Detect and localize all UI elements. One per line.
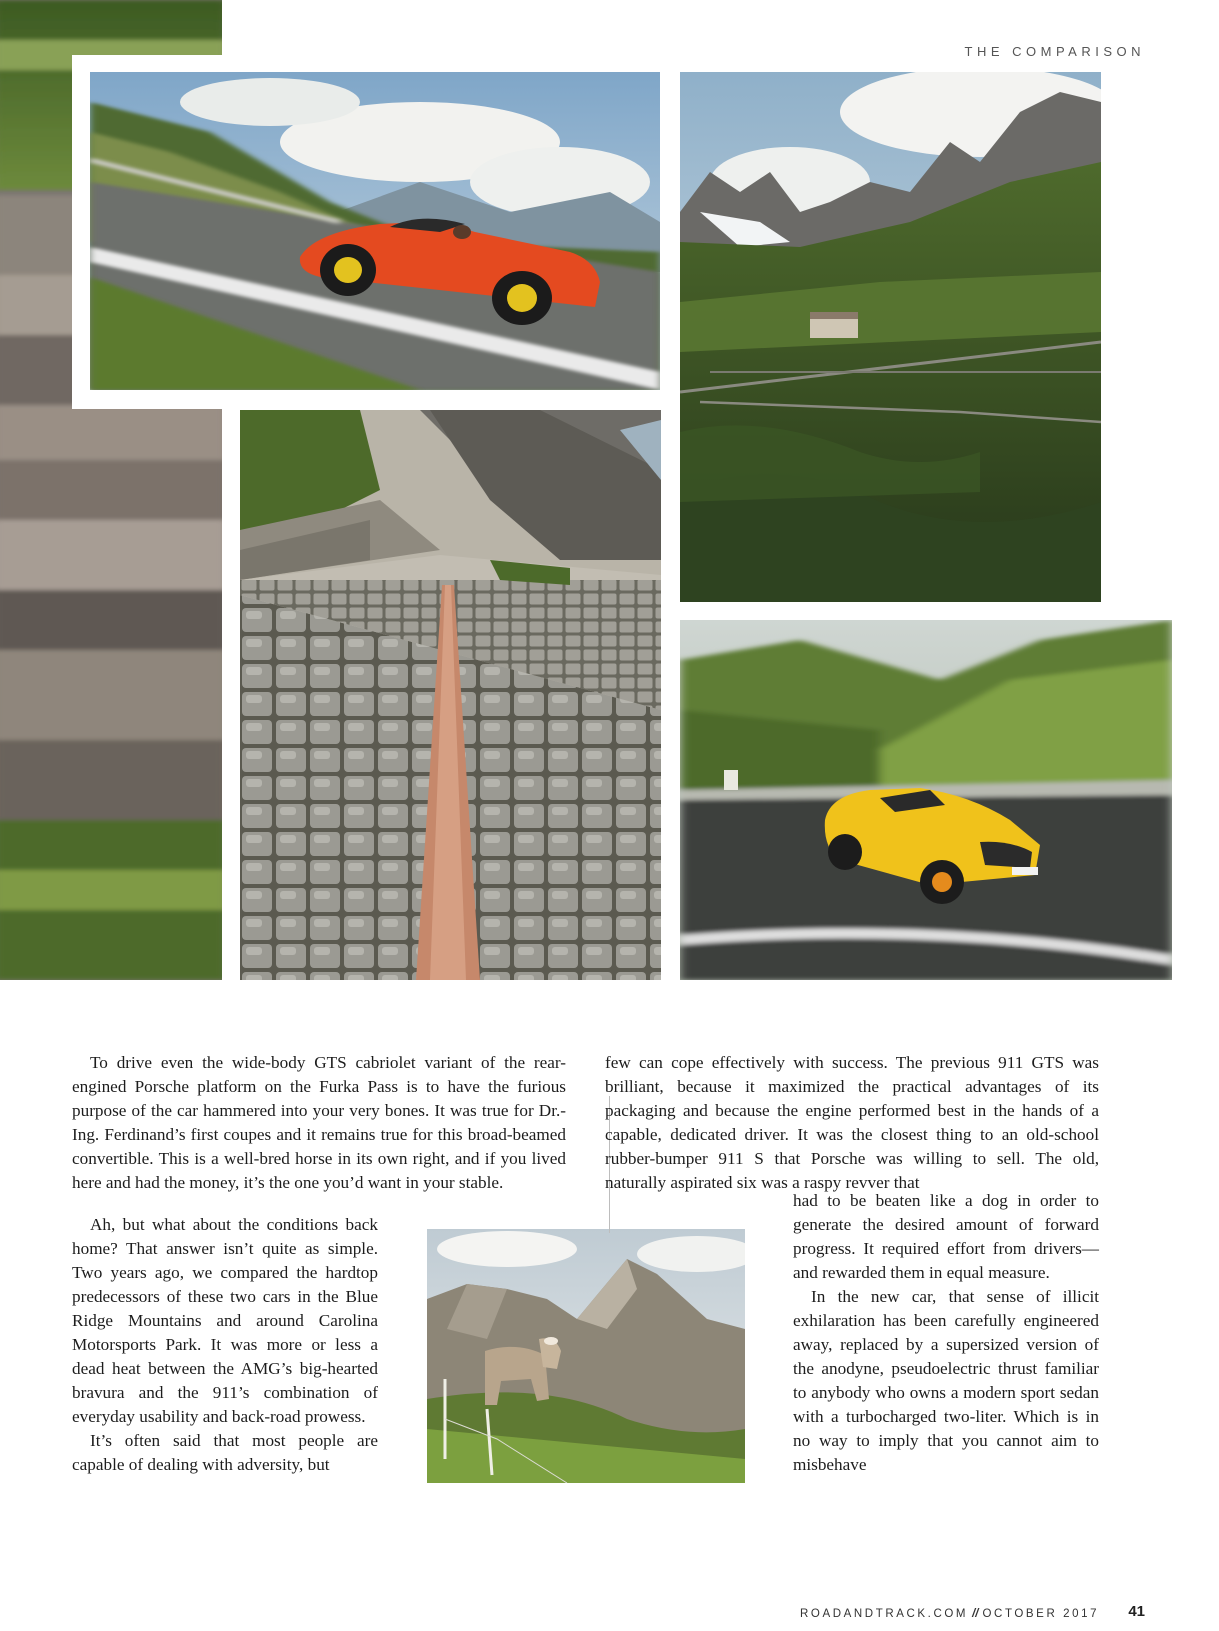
paragraph: Ah, but what about the conditions back home? That answer isn’t quite as simple. Two years ago, we compared the hardtop predecessors of these two cars in the Blue Ridge Mountains and around Carolina Motorsports Park. It was more or less a dead heat between the AMG’s big-hearted bravura and the 911’s combination of everyday usability and back-road prowess.	[72, 1215, 378, 1426]
column-2-top	[605, 1051, 1099, 1195]
yellow-amg-roadster-photo	[680, 620, 1172, 980]
alpine-valley-photo	[680, 72, 1101, 602]
column-1-top	[72, 1051, 566, 1195]
site-name: ROADANDTRACK.COM	[800, 1608, 969, 1620]
red-porsche-cabriolet-photo	[90, 72, 660, 390]
paragraph: had to be beaten like a dog in order to generate the desired amount of forward progress. It required effort from drivers—and rewarded them in equal measure.	[793, 1191, 1099, 1282]
issue-date: OCTOBER 2017	[982, 1608, 1100, 1620]
column-2-lower	[793, 1189, 1099, 1477]
section-label: THE COMPARISON	[964, 44, 1145, 59]
footer-separator: //	[972, 1608, 979, 1620]
column-1-lower	[72, 1213, 378, 1477]
paragraph: few can cope effectively with success. The previous 911 GTS was brilliant, because it maximized the practical advantages of its packaging and because the engine performed best in the hands of a capable, dedicated driver. It was the closest thing to an old-school rubber-bumper 911 S that Porsche was willing to sell. The old, naturally aspirated six was a raspy revver that	[605, 1053, 1099, 1192]
paragraph: To drive even the wide-body GTS cabriolet variant of the rear-engined Porsche platform on the Furka Pass is to have the furious purpose of the car hammered into your very bones. It was true for Dr.-Ing. Ferdinand’s first coupes and it remains true for this broad-beamed convertible. This is a well-bred horse in its own right, and if you lived here and had the money, it’s the one you’d want in your stable.	[72, 1053, 566, 1192]
cobblestone-road-photo	[240, 410, 661, 980]
page-number: 41	[1128, 1603, 1145, 1620]
cow-mountain-photo	[427, 1229, 745, 1483]
paragraph: It’s often said that most people are capable of dealing with adversity, but	[72, 1431, 378, 1474]
paragraph: In the new car, that sense of illicit exhilaration has been carefully engineered away, replaced by a supersized version of the anodyne, pseudoelectric thrust familiar to anybody who owns a modern sport sedan with a turbocharged two-liter. Which is in no way to imply that you cannot aim to misbehave	[793, 1287, 1099, 1474]
footer-publication	[800, 1608, 1099, 1620]
